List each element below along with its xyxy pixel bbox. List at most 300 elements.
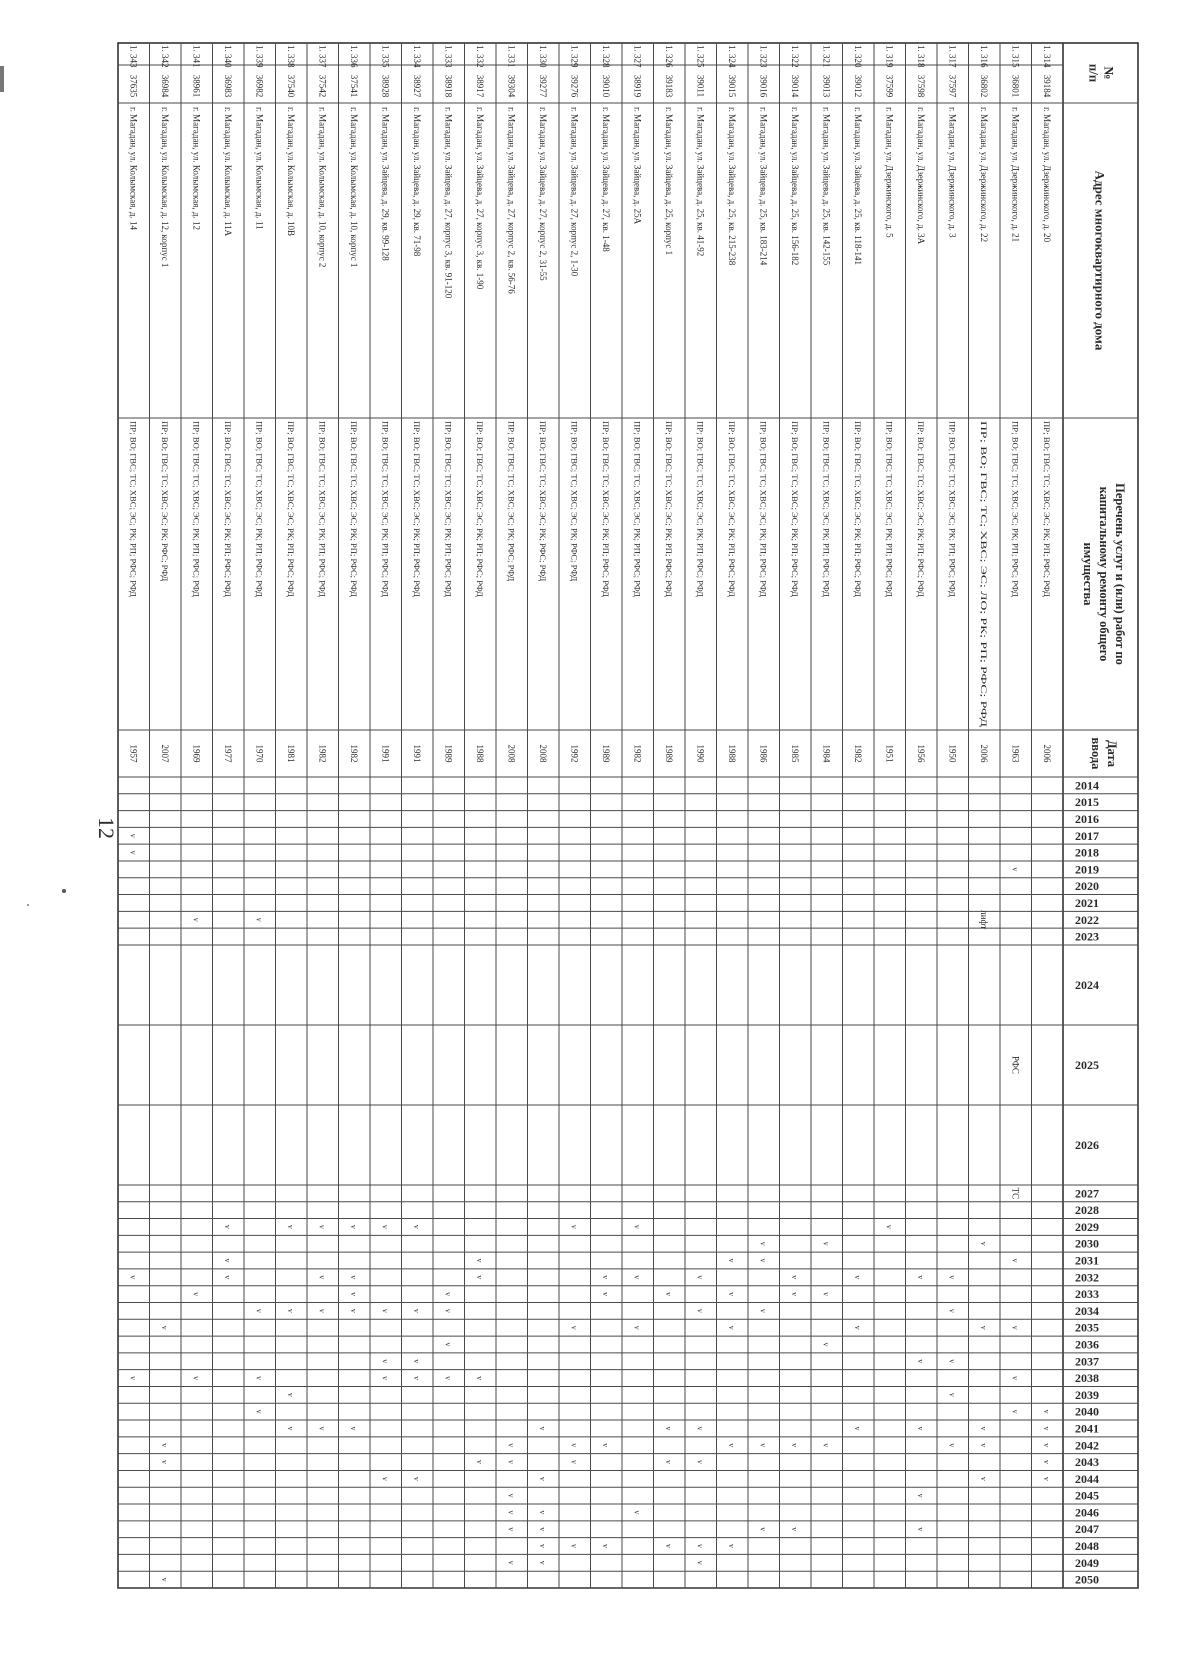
works-list: ПР; ВО; ГВС; ТС; ХВС; ЭС; РК; РП; РФС; РФД: [348, 421, 359, 597]
works-list: ПР; ВО; ГВС; ТС; ХВС; ЭС; РК; РП; РФС; РФД: [474, 421, 485, 597]
schedule-mark-2031: v: [474, 1258, 484, 1263]
schedule-mark-2044: v: [380, 1476, 390, 1481]
schedule-mark-2048: v: [695, 1544, 705, 1549]
schedule-mark-2030: v: [758, 1241, 768, 1246]
year-header-2024: 2024: [1075, 977, 1099, 992]
works-list: ПР; ВО; ГВС; ТС; ХВС; ЭС; РК; РП; РФС; РФД: [758, 421, 769, 597]
row-number: 1. 330: [537, 45, 548, 68]
row-number: 1. 334: [411, 45, 422, 68]
header-num-line: №: [1101, 66, 1117, 80]
header-date-line: Дата: [1105, 739, 1119, 768]
schedule-mark-2037: v: [380, 1359, 390, 1364]
schedule-mark-2047: v: [758, 1527, 768, 1532]
schedule-mark-2033: v: [348, 1292, 358, 1297]
schedule-mark-2045: v: [915, 1493, 925, 1498]
house-address: г. Магадан, ул. Зайцева, д. 25, кв. 183-214: [758, 107, 769, 266]
house-id: 39011: [695, 74, 706, 98]
schedule-mark-2048: v: [569, 1544, 579, 1549]
schedule-mark-2042: v: [726, 1443, 736, 1448]
commission-date: 1951: [884, 744, 895, 763]
house-id: 37635: [128, 74, 139, 98]
schedule-mark-2034: v: [285, 1308, 295, 1313]
row-number: 1. 314: [1041, 45, 1052, 68]
schedule-mark-2041: v: [537, 1426, 547, 1431]
house-address: г. Магадан, ул. Зайцева, д. 27, корпус 3, кв. 1-90: [474, 107, 485, 290]
schedule-mark-2048: v: [537, 1544, 547, 1549]
house-id: 38927: [411, 74, 422, 98]
works-list: ПР; ВО; ГВС; ТС; ХВС; ЭС; РК; РП; РФС; РФД: [317, 421, 328, 597]
works-list: ПР; ВО; ГВС; ТС; ХВС; ЭС; РК; РП; РФС; РФД: [254, 421, 265, 597]
house-address: г. Магадан, ул. Зайцева, д. 27, корпус 2, кв. 56-76: [506, 107, 517, 294]
schedule-mark-2034: v: [443, 1308, 453, 1313]
schedule-mark-2042: v: [159, 1443, 169, 1448]
house-id: 37598: [915, 74, 926, 98]
schedule-mark-2042: v: [569, 1443, 579, 1448]
house-address: г. Магадан, ул. Зайцева, д. 27, корпус 3, кв. 91-120: [443, 107, 454, 299]
row-number: 1. 326: [663, 45, 674, 68]
house-address: г. Магадан, ул. Колымская, д. 14: [128, 107, 139, 230]
year-header-2047: 2047: [1075, 1522, 1099, 1537]
year-header-2026: 2026: [1075, 1137, 1099, 1152]
year-header-2048: 2048: [1075, 1539, 1099, 1554]
house-address: г. Магадан, ул. Колымская, д. 11: [254, 107, 265, 230]
year-header-2029: 2029: [1075, 1219, 1099, 1234]
commission-date: 1982: [852, 744, 863, 763]
schedule-mark-2038: v: [128, 1376, 138, 1381]
house-id: 36983: [222, 74, 233, 98]
schedule-mark-2041: v: [978, 1426, 988, 1431]
year-header-2014: 2014: [1075, 778, 1099, 793]
schedule-mark-2032: v: [600, 1275, 610, 1280]
schedule-mark-2017: v: [128, 833, 138, 838]
row-number: 1. 319: [884, 45, 895, 68]
house-id: 38928: [380, 74, 391, 98]
house-address: г. Магадан, ул. Зайцева, д. 25, корпус 1: [663, 107, 674, 256]
schedule-mark-2042: v: [947, 1443, 957, 1448]
schedule-mark-2047: v: [915, 1527, 925, 1532]
row-number: 1. 320: [852, 45, 863, 68]
house-id: 37540: [285, 74, 296, 98]
works-list: ПР; ВО; ГВС; ТС; ХВС; ЭС; РК; РП; РФС; РФД: [191, 421, 202, 597]
page-number: 12: [93, 817, 119, 839]
house-id: 39015: [726, 74, 737, 98]
schedule-mark-2050: v: [159, 1577, 169, 1582]
year-header-2030: 2030: [1075, 1236, 1099, 1251]
schedule-mark-2041: v: [285, 1426, 295, 1431]
schedule-mark-2043: v: [695, 1460, 705, 1465]
schedule-mark-2032: v: [474, 1275, 484, 1280]
works-list: ПР; ВО; ГВС; ТС; ХВС; ЭС; РК; РП; РФС; РФД: [285, 421, 296, 597]
commission-date: 1963: [1010, 744, 1021, 763]
schedule-mark-2035: v: [159, 1325, 169, 1330]
works-list: ПР; ВО; ГВС; ТС; ХВС; ЭС; РК; РФС; РФД: [569, 421, 580, 582]
schedule-mark-2044: v: [411, 1476, 421, 1481]
schedule-mark-2032: v: [632, 1275, 642, 1280]
schedule-mark-2029: v: [222, 1224, 232, 1229]
row-number: 1. 332: [474, 45, 485, 68]
schedule-mark-2032: v: [947, 1275, 957, 1280]
schedule-mark-2048: v: [663, 1544, 673, 1549]
works-list: ПР; ВО; ГВС; ТС; ХВС; ЭС; РК; РП; РФС; РФД: [632, 421, 643, 597]
year-header-2049: 2049: [1075, 1555, 1099, 1570]
works-list: ПР; ВО; ГВС; ТС; ХВС; ЭС; РК; РП; РФС; РФД: [726, 421, 737, 597]
row-number: 1. 337: [317, 45, 328, 68]
schedule-mark-2047: v: [537, 1527, 547, 1532]
works-list: ПР; ВО; ГВС; ТС; ХВС; ЭС; РК; РП; РФС; РФД: [789, 421, 800, 597]
schedule-mark-2047: v: [789, 1527, 799, 1532]
schedule-mark-2038: v: [191, 1376, 201, 1381]
house-address: г. Магадан, ул. Дзержинского, д. 21: [1010, 107, 1021, 243]
house-address: г. Магадан, ул. Зайцева, д. 25, кв. 142-155: [821, 107, 832, 266]
row-number: 1. 316: [978, 45, 989, 68]
schedule-mark-2038: v: [380, 1376, 390, 1381]
row-number: 1. 323: [758, 45, 769, 68]
schedule-mark-2042: v: [1041, 1443, 1051, 1448]
schedule-mark-2022: лифт: [978, 910, 989, 930]
schedule-mark-2041: v: [915, 1426, 925, 1431]
row-number: 1. 342: [159, 45, 170, 68]
commission-date: 1984: [821, 744, 832, 763]
schedule-mark-2040: v: [1041, 1409, 1051, 1414]
schedule-mark-2031: v: [726, 1258, 736, 1263]
schedule-mark-2037: v: [947, 1359, 957, 1364]
schedule-mark-2033: v: [663, 1292, 673, 1297]
header-date-line: ввода: [1089, 737, 1103, 770]
row-number: 1. 338: [285, 45, 296, 68]
year-header-2025: 2025: [1075, 1057, 1099, 1072]
commission-date: 1982: [632, 744, 643, 763]
row-number: 1. 324: [726, 45, 737, 68]
works-list: ПР; ВО; ГВС; ТС; ХВС; ЭС; РК; РП; РФС; РФД: [884, 421, 895, 597]
schedule-mark-2043: v: [506, 1460, 516, 1465]
row-number: 1. 339: [254, 45, 265, 68]
year-header-2044: 2044: [1075, 1471, 1099, 1486]
schedule-mark-2038: v: [443, 1376, 453, 1381]
schedule-mark-2044: v: [537, 1476, 547, 1481]
house-address: г. Магадан, ул. Дзержинского, д. 22: [978, 107, 989, 243]
house-address: г. Магадан, ул. Колымская, д. 10В: [285, 107, 296, 236]
house-address: г. Магадан, ул. Зайцева, д. 27, корпус 2, 1-30: [569, 107, 580, 277]
works-list: ПР; ВО; ГВС; ТС; ХВС; ЭС; РК; РФС; РФД: [537, 421, 548, 582]
commission-date: 1970: [254, 744, 265, 763]
commission-date: 1985: [789, 744, 800, 763]
row-number: 1. 321: [821, 45, 832, 68]
works-list: ПР; ВО; ГВС; ТС; ХВС; ЭС; РК; РП; РФС; РФД: [1041, 421, 1052, 597]
works-list: ПР; ВО; ГВС; ТС; ХВС; ЭС; РК; РП; РФС; РФД: [915, 421, 926, 597]
row-number: 1. 325: [695, 45, 706, 68]
house-address: г. Магадан, ул. Колымская, д. 12: [191, 107, 202, 230]
schedule-mark-2032: v: [852, 1275, 862, 1280]
year-header-2041: 2041: [1075, 1421, 1099, 1436]
row-number: 1. 329: [569, 45, 580, 68]
house-id: 37542: [317, 74, 328, 98]
year-header-2022: 2022: [1075, 912, 1099, 927]
schedule-mark-2041: v: [663, 1426, 673, 1431]
works-list: ПР; ВО; ГВС; ТС; ХВС; ЭС; РК; РП; РФС; РФД: [695, 421, 706, 597]
header-works-line: имущества: [1081, 542, 1095, 606]
schedule-mark-2030: v: [978, 1241, 988, 1246]
house-id: 39183: [663, 74, 674, 98]
year-header-2040: 2040: [1075, 1404, 1099, 1419]
schedule-mark-2044: v: [978, 1476, 988, 1481]
house-address: г. Магадан, ул. Дзержинского, д. 5: [884, 107, 895, 238]
commission-date: 2007: [159, 744, 170, 763]
schedule-mark-2029: v: [884, 1224, 894, 1229]
year-header-2033: 2033: [1075, 1287, 1099, 1302]
house-address: г. Магадан, ул. Колымская, д. 10, корпус 1: [348, 107, 359, 268]
works-list: ПР; ВО; ГВС; ТС; ХВС; ЭС; РК; РП; РФС; РФД: [443, 421, 454, 597]
year-header-2050: 2050: [1075, 1572, 1099, 1587]
house-address: г. Магадан, ул. Зайцева, д. 27, корпус 2, 31-55: [537, 107, 548, 281]
works-list: ПР; ВО; ГВС; ТС; ХВС; ЭС; РК; РП; РФС; РФД: [600, 421, 611, 597]
commission-date: 1981: [285, 744, 296, 763]
house-id: 37597: [947, 74, 958, 98]
schedule-mark-2035: v: [726, 1325, 736, 1330]
house-id: 39013: [821, 74, 832, 98]
year-header-2035: 2035: [1075, 1320, 1099, 1335]
schedule-mark-2025: РФС: [1010, 1055, 1021, 1074]
year-header-2037: 2037: [1075, 1354, 1099, 1369]
header-works-line: капитальному ремонту общего: [1097, 486, 1111, 662]
house-id: 36801: [1010, 74, 1021, 98]
schedule-mark-2034: v: [695, 1308, 705, 1313]
schedule-mark-2031: v: [758, 1258, 768, 1263]
house-address: г. Магадан, ул. Дзержинского, д. 3А: [915, 107, 926, 245]
schedule-mark-2034: v: [947, 1308, 957, 1313]
scan-speck-small: [27, 904, 29, 906]
year-header-2032: 2032: [1075, 1270, 1099, 1285]
house-address: г. Магадан, ул. Зайцева, д. 25, кв. 215-238: [726, 107, 737, 266]
house-address: г. Магадан, ул. Дзержинского, д. 3: [947, 107, 958, 238]
schedule-mark-2037: v: [915, 1359, 925, 1364]
schedule-mark-2034: v: [317, 1308, 327, 1313]
schedule-mark-2044: v: [1041, 1476, 1051, 1481]
year-header-2039: 2039: [1075, 1387, 1099, 1402]
commission-date: 1982: [317, 744, 328, 763]
schedule-mark-2048: v: [726, 1544, 736, 1549]
works-list: ПР; ВО; ГВС; ТС; ХВС; ЭС; РК; РП; РФС; РФД: [222, 421, 233, 597]
schedule-mark-2046: v: [632, 1510, 642, 1515]
schedule-mark-2040: v: [254, 1409, 264, 1414]
house-address: г. Магадан, ул. Колымская, д. 12, корпус 1: [159, 107, 170, 268]
schedule-mark-2029: v: [632, 1224, 642, 1229]
row-number: 1. 335: [380, 45, 391, 68]
schedule-mark-2032: v: [789, 1275, 799, 1280]
schedule-mark-2047: v: [506, 1527, 516, 1532]
works-list: ПР; ВО; ГВС; ТС; ХВС; ЭС; ЛО; РК; РП; РФС; РФД: [978, 421, 989, 614]
schedule-mark-2031: v: [222, 1258, 232, 1263]
house-address: г. Магадан, ул. Зайцева, д. 29, кв. 71-98: [411, 107, 422, 257]
commission-date: 1989: [600, 744, 611, 763]
schedule-mark-2034: v: [380, 1308, 390, 1313]
schedule-mark-2022: v: [191, 917, 201, 922]
row-number: 1. 322: [789, 45, 800, 68]
schedule-mark-2049: v: [695, 1560, 705, 1565]
house-address: г. Магадан, ул. Зайцева, д. 25, кв. 41-92: [695, 107, 706, 257]
schedule-mark-2042: v: [789, 1443, 799, 1448]
commission-date: 1982: [348, 744, 359, 763]
schedule-mark-2033: v: [191, 1292, 201, 1297]
schedule-mark-2049: v: [537, 1560, 547, 1565]
header-num-line: п/п: [1086, 63, 1102, 83]
schedule-mark-2046: v: [537, 1510, 547, 1515]
schedule-mark-2037: v: [411, 1359, 421, 1364]
house-id: 39012: [852, 74, 863, 98]
schedule-mark-2038: v: [411, 1376, 421, 1381]
schedule-mark-2033: v: [600, 1292, 610, 1297]
schedule-mark-2027: ТС: [1010, 1187, 1021, 1200]
year-header-2038: 2038: [1075, 1371, 1099, 1386]
row-number: 1. 343: [128, 45, 139, 68]
house-id: 37599: [884, 74, 895, 98]
schedule-mark-2029: v: [348, 1224, 358, 1229]
schedule-mark-2034: v: [348, 1308, 358, 1313]
house-id: 39016: [758, 74, 769, 98]
house-address: г. Магадан, ул. Зайцева, д. 25, кв. 156-182: [789, 107, 800, 266]
works-list: ПР; ВО; ГВС; ТС; ХВС; ЭС; РК; РП; РФС; РФД: [1010, 421, 1021, 597]
schedule-mark-2041: v: [1041, 1426, 1051, 1431]
year-header-2027: 2027: [1075, 1186, 1099, 1201]
house-address: г. Магадан, ул. Дзержинского, д. 20: [1041, 107, 1052, 243]
year-header-2045: 2045: [1075, 1488, 1099, 1503]
works-list: ПР; ВО; ГВС; ТС; ХВС; ЭС; РК; РФС; РФД: [506, 421, 517, 582]
works-list: ПР; ВО; ГВС; ТС; ХВС; ЭС; РК; РП; РФС; РФД: [947, 421, 958, 597]
schedule-mark-2022: v: [254, 917, 264, 922]
schedule-mark-2033: v: [443, 1292, 453, 1297]
commission-date: 1992: [569, 744, 580, 763]
row-number: 1. 340: [222, 45, 233, 68]
schedule-mark-2043: v: [569, 1460, 579, 1465]
house-id: 38919: [632, 74, 643, 98]
commission-date: 2008: [537, 744, 548, 763]
commission-date: 1990: [695, 744, 706, 763]
schedule-mark-2035: v: [1010, 1325, 1020, 1330]
schedule-mark-2046: v: [506, 1510, 516, 1515]
house-address: г. Магадан, ул. Колымская, д. 10, корпус 2: [317, 107, 328, 268]
schedule-mark-2039: v: [947, 1392, 957, 1397]
year-header-2034: 2034: [1075, 1303, 1099, 1318]
schedule-mark-2029: v: [411, 1224, 421, 1229]
row-number: 1. 317: [947, 45, 958, 68]
year-header-2017: 2017: [1075, 828, 1099, 843]
row-number: 1. 336: [348, 45, 359, 68]
commission-date: 2006: [1041, 744, 1052, 763]
row-number: 1. 333: [443, 45, 454, 68]
schedule-mark-2038: v: [1010, 1376, 1020, 1381]
year-header-2015: 2015: [1075, 795, 1099, 810]
schedule-mark-2033: v: [789, 1292, 799, 1297]
schedule-mark-2042: v: [821, 1443, 831, 1448]
schedule-mark-2039: v: [285, 1392, 295, 1397]
commission-date: 1991: [380, 744, 391, 763]
schedule-mark-2041: v: [852, 1426, 862, 1431]
schedule-mark-2042: v: [978, 1443, 988, 1448]
scan-edge-mark: [0, 66, 4, 92]
schedule-mark-2034: v: [254, 1308, 264, 1313]
schedule-mark-2032: v: [222, 1275, 232, 1280]
commission-date: 1988: [474, 744, 485, 763]
commission-date: 1956: [915, 744, 926, 763]
year-header-2018: 2018: [1075, 845, 1099, 860]
schedule-mark-2031: v: [1010, 1258, 1020, 1263]
house-id: 39276: [569, 74, 580, 98]
house-id: 39184: [1041, 74, 1052, 98]
schedule-mark-2045: v: [506, 1493, 516, 1498]
schedule-mark-2042: v: [506, 1443, 516, 1448]
schedule-mark-2043: v: [1041, 1460, 1051, 1465]
year-header-2028: 2028: [1075, 1203, 1099, 1218]
house-address: г. Магадан, ул. Зайцева, д. 29, кв. 99-128: [380, 107, 391, 261]
schedule-mark-2042: v: [600, 1443, 610, 1448]
schedule-mark-2035: v: [632, 1325, 642, 1330]
year-header-2046: 2046: [1075, 1505, 1099, 1520]
header-works-line: Перечень услуг и (или) работ по: [1113, 483, 1127, 665]
year-header-2043: 2043: [1075, 1455, 1099, 1470]
schedule-mark-2036: v: [443, 1342, 453, 1347]
house-id: 36984: [159, 74, 170, 98]
year-header-2021: 2021: [1075, 895, 1099, 910]
row-number: 1. 341: [191, 45, 202, 68]
house-id: 37541: [348, 74, 359, 98]
schedule-mark-2032: v: [348, 1275, 358, 1280]
schedule-mark-2029: v: [285, 1224, 295, 1229]
schedule-mark-2030: v: [821, 1241, 831, 1246]
works-list: ПР; ВО; ГВС; ТС; ХВС; ЭС; РК; РП; РФС; РФД: [411, 421, 422, 597]
year-header-2031: 2031: [1075, 1253, 1099, 1268]
schedule-mark-2033: v: [821, 1292, 831, 1297]
schedule-mark-2041: v: [695, 1426, 705, 1431]
house-id: 39277: [537, 74, 548, 98]
schedule-mark-2048: v: [600, 1544, 610, 1549]
schedule-mark-2043: v: [663, 1460, 673, 1465]
schedule-mark-2034: v: [758, 1308, 768, 1313]
schedule-mark-2033: v: [726, 1292, 736, 1297]
commission-date: 2006: [978, 744, 989, 763]
commission-date: 1986: [758, 744, 769, 763]
schedule-mark-2035: v: [852, 1325, 862, 1330]
commission-date: 1950: [947, 744, 958, 763]
schedule-mark-2042: v: [758, 1443, 768, 1448]
commission-date: 1989: [663, 744, 674, 763]
year-header-2042: 2042: [1075, 1438, 1099, 1453]
row-number: 1. 331: [506, 45, 517, 68]
works-list: ПР; ВО; ГВС; ТС; ХВС; ЭС; РК; РП; РФС; РФД: [128, 421, 139, 597]
house-id: 39010: [600, 74, 611, 98]
row-number: 1. 328: [600, 45, 611, 68]
schedule-mark-2040: v: [1010, 1409, 1020, 1414]
schedule-mark-2038: v: [254, 1376, 264, 1381]
house-id: 38917: [474, 74, 485, 98]
header-address: Адрес многоквартирного дома: [1092, 170, 1108, 351]
schedule-mark-2032: v: [695, 1275, 705, 1280]
works-list: ПР; ВО; ГВС; ТС; ХВС; ЭС; РК; РП; РФС; РФД: [852, 421, 863, 597]
schedule-mark-2036: v: [821, 1342, 831, 1347]
schedule-mark-2029: v: [569, 1224, 579, 1229]
schedule-mark-2043: v: [159, 1460, 169, 1465]
schedule-mark-2032: v: [317, 1275, 327, 1280]
schedule-mark-2018: v: [128, 850, 138, 855]
house-id: 39304: [506, 74, 517, 98]
scan-speck: [62, 889, 66, 893]
works-list: ПР; ВО; ГВС; ТС; ХВС; ЭС; РК; РФС; РФД: [159, 421, 170, 582]
year-header-2023: 2023: [1075, 929, 1099, 944]
house-id: 38918: [443, 74, 454, 98]
house-id: 36982: [254, 74, 265, 98]
schedule-mark-2041: v: [348, 1426, 358, 1431]
commission-date: 1988: [726, 744, 737, 763]
works-list: ПР; ВО; ГВС; ТС; ХВС; ЭС; РК; РП; РФС; РФД: [380, 421, 391, 597]
commission-date: 2008: [506, 744, 517, 763]
